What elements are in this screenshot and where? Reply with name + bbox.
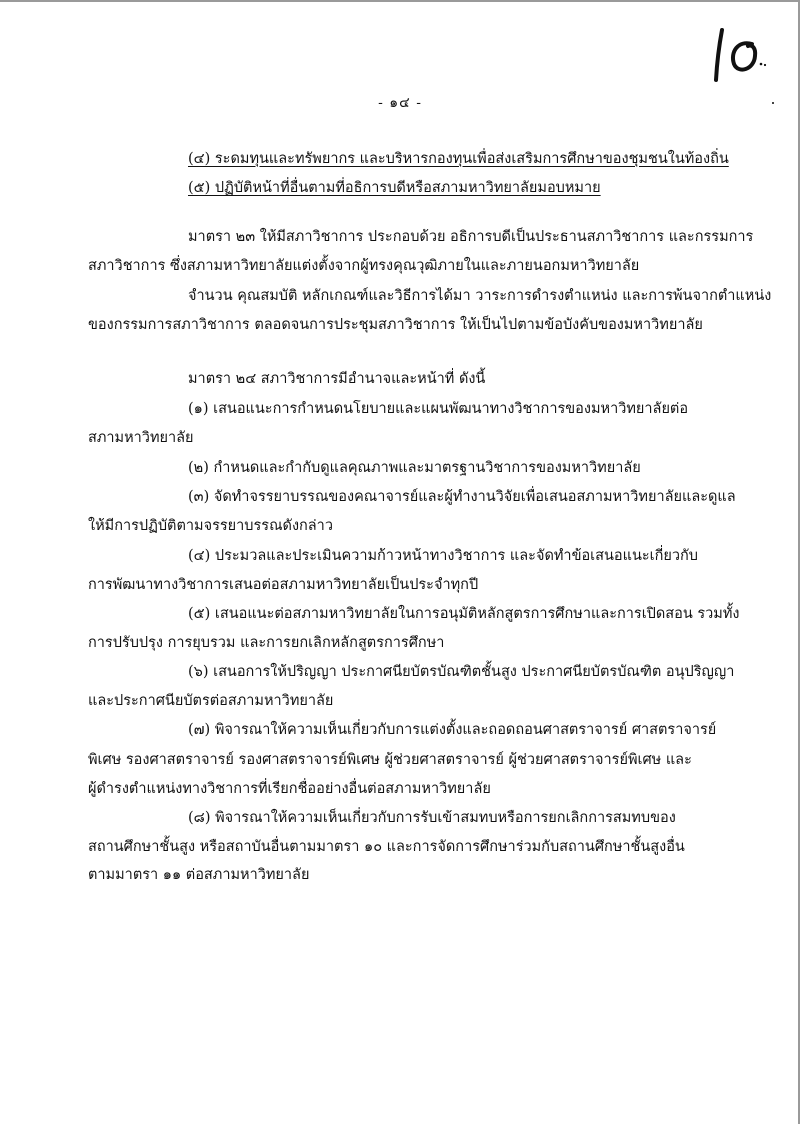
section23-line4: ของกรรมการสภาวิชาการ ตลอดจนการประชุมสภาวิชาการ ให้เป็นไปตามข้อบังคับของมหาวิทยาลัย xyxy=(88,317,703,333)
section24-line: สภามหาวิทยาลัย xyxy=(88,430,194,446)
scan-speck xyxy=(772,102,774,104)
section24-line: (๗) พิจารณาให้ความเห็นเกี่ยวกับการแต่งตั้งและถอดถอนศาสตราจารย์ ศาสตราจารย์ xyxy=(188,722,717,738)
page-number: - ๑๔ - xyxy=(378,95,422,111)
intro-item-4: (๔) ระดมทุนและทรัพยากร และบริหารกองทุนเพื่อส่งเสริมการศึกษาของชุมชนในท้องถิ่น xyxy=(188,151,729,167)
section24-line: การปรับปรุง การยุบรวม และการยกเลิกหลักสูตรการศึกษา xyxy=(88,635,445,651)
section24-line: (๔) ประมวลและประเมินความก้าวหน้าทางวิชาการ และจัดทำข้อเสนอแนะเกี่ยวกับ xyxy=(188,548,699,564)
section24-line: และประกาศนียบัตรต่อสภามหาวิทยาลัย xyxy=(88,693,334,709)
section24-line: พิเศษ รองศาสตราจารย์ รองศาสตราจารย์พิเศษ ผู้ช่วยศาสตราจารย์ ผู้ช่วยศาสตราจารย์พิเศษ และ xyxy=(88,752,692,768)
intro-item-5: (๕) ปฏิบัติหน้าที่อื่นตามที่อธิการบดีหรือสภามหาวิทยาลัยมอบหมาย xyxy=(188,180,601,196)
section24-line: (๖) เสนอการให้ปริญญา ประกาศนียบัตรบัณฑิตชั้นสูง ประกาศนียบัตรบัณฑิต อนุปริญญา xyxy=(188,664,735,680)
section24-line: ตามมาตรา ๑๑ ต่อสภามหาวิทยาลัย xyxy=(88,867,310,883)
section24-line: (๓) จัดทำจรรยาบรรณของคณาจารย์และผู้ทำงานวิจัยเพื่อเสนอสภามหาวิทยาลัยและดูแล xyxy=(188,489,736,505)
section24-line: (๕) เสนอแนะต่อสภามหาวิทยาลัยในการอนุมัติหลักสูตรการศึกษาและการเปิดสอน รวมทั้ง xyxy=(188,606,740,622)
section24-line: การพัฒนาทางวิชาการเสนอต่อสภามหาวิทยาลัยเป็นประจำทุกปี xyxy=(88,577,479,593)
section24-heading: มาตรา ๒๔ สภาวิชาการมีอำนาจและหน้าที่ ดังนี้ xyxy=(188,371,486,387)
section24-line: (๑) เสนอแนะการกำหนดนโยบายและแผนพัฒนาทางวิชาการของมหาวิทยาลัยต่อ xyxy=(188,401,689,417)
handwritten-page-mark xyxy=(708,22,768,86)
section24-line: ผู้ดำรงตำแหน่งทางวิชาการที่เรียกชื่ออย่างอื่นต่อสภามหาวิทยาลัย xyxy=(88,781,491,797)
section24-line: สถานศึกษาชั้นสูง หรือสถาบันอื่นตามมาตรา ๑๐ และการจัดการศึกษาร่วมกับสถานศึกษาชั้นสูงอื่น xyxy=(88,839,685,855)
scan-edge-top xyxy=(0,0,800,2)
section24-line: ให้มีการปฏิบัติตามจรรยาบรรณดังกล่าว xyxy=(88,518,333,534)
section24-line: (๘) พิจารณาให้ความเห็นเกี่ยวกับการรับเข้าสมทบหรือการยกเลิกการสมทบของ xyxy=(188,810,676,826)
section24-line: (๒) กำหนดและกำกับดูแลคุณภาพและมาตรฐานวิชาการของมหาวิทยาลัย xyxy=(188,460,641,476)
section23-line1: มาตรา ๒๓ ให้มีสภาวิชาการ ประกอบด้วย อธิการบดีเป็นประธานสภาวิชาการ และกรรมการ xyxy=(188,229,754,245)
section23-line3: จำนวน คุณสมบัติ หลักเกณฑ์และวิธีการได้มา วาระการดำรงตำแหน่ง และการพ้นจากตำแหน่ง xyxy=(188,288,772,304)
section23-line2: สภาวิชาการ ซึ่งสภามหาวิทยาลัยแต่งตั้งจากผู้ทรงคุณวุฒิภายในและภายนอกมหาวิทยาลัย xyxy=(88,258,640,274)
